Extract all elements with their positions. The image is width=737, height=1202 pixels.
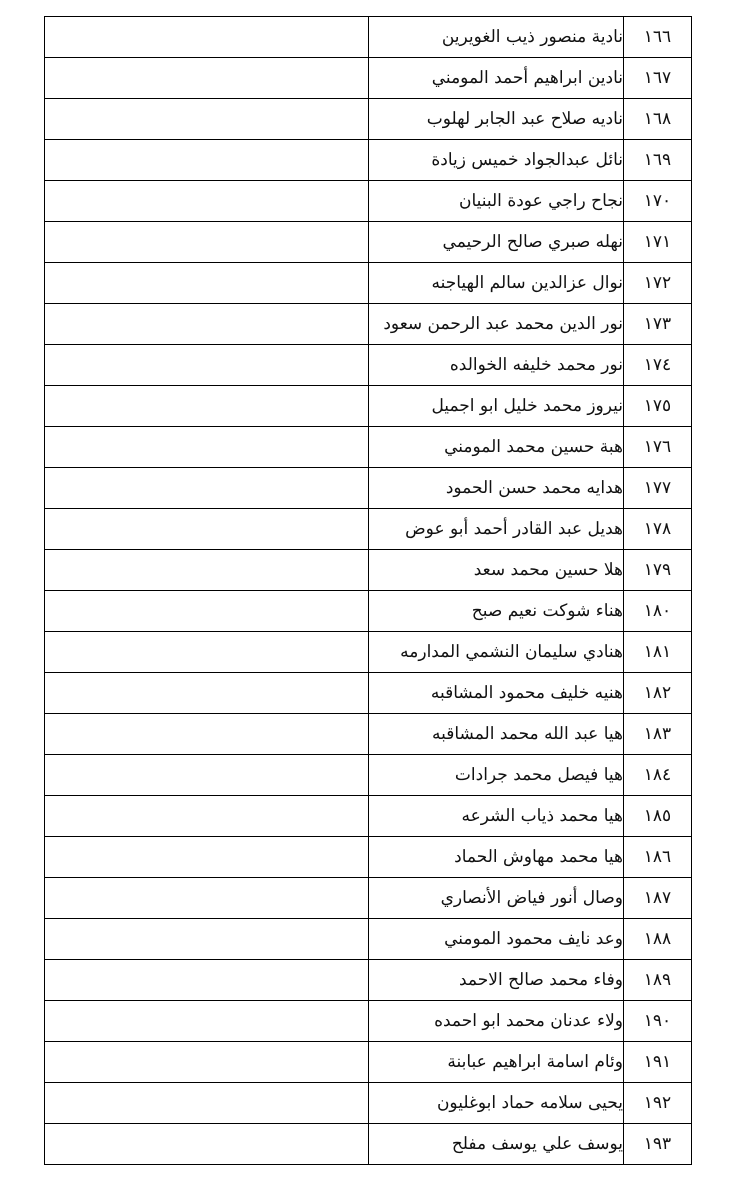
row-blank-cell	[45, 1042, 369, 1083]
table-row	[45, 1083, 692, 1124]
row-name: هيا محمد ذياب الشرعه	[369, 796, 624, 837]
row-number: ١٧٥	[624, 386, 692, 427]
row-blank-cell	[45, 181, 369, 222]
table-row	[45, 878, 692, 919]
row-number: ١٧٦	[624, 427, 692, 468]
row-number: ١٧٣	[624, 304, 692, 345]
row-name: هبة حسين محمد المومني	[369, 427, 624, 468]
table-row	[45, 140, 692, 181]
row-blank-cell	[45, 919, 369, 960]
row-name: نور محمد خليفه الخوالده	[369, 345, 624, 386]
table-row	[45, 714, 692, 755]
row-blank-cell	[45, 304, 369, 345]
row-name: ولاء عدنان محمد ابو احمده	[369, 1001, 624, 1042]
row-blank-cell	[45, 17, 369, 58]
row-number: ١٧٨	[624, 509, 692, 550]
row-number: ١٧٩	[624, 550, 692, 591]
table-row	[45, 386, 692, 427]
names-document	[44, 16, 692, 1165]
table-row	[45, 427, 692, 468]
table-row	[45, 58, 692, 99]
row-name: هنادي سليمان النشمي المدارمه	[369, 632, 624, 673]
row-number: ١٧٠	[624, 181, 692, 222]
table-row	[45, 1042, 692, 1083]
row-number: ١٨٧	[624, 878, 692, 919]
table-row	[45, 345, 692, 386]
table-row	[45, 99, 692, 140]
row-number: ١٦٨	[624, 99, 692, 140]
row-blank-cell	[45, 1083, 369, 1124]
table-row	[45, 263, 692, 304]
row-blank-cell	[45, 878, 369, 919]
row-number: ١٨٣	[624, 714, 692, 755]
table-row	[45, 304, 692, 345]
row-name: نوال عزالدين سالم الهياجنه	[369, 263, 624, 304]
row-blank-cell	[45, 796, 369, 837]
row-blank-cell	[45, 714, 369, 755]
row-number: ١٨٥	[624, 796, 692, 837]
row-name: هلا حسين محمد سعد	[369, 550, 624, 591]
table-row	[45, 796, 692, 837]
row-blank-cell	[45, 960, 369, 1001]
row-blank-cell	[45, 140, 369, 181]
row-blank-cell	[45, 632, 369, 673]
row-name: هدايه محمد حسن الحمود	[369, 468, 624, 509]
table-row	[45, 222, 692, 263]
table-row	[45, 632, 692, 673]
row-name: هيا فيصل محمد جرادات	[369, 755, 624, 796]
table-row	[45, 960, 692, 1001]
row-blank-cell	[45, 58, 369, 99]
row-number: ١٧١	[624, 222, 692, 263]
row-number: ١٨٦	[624, 837, 692, 878]
row-blank-cell	[45, 837, 369, 878]
row-blank-cell	[45, 509, 369, 550]
row-number: ١٧٧	[624, 468, 692, 509]
table-row	[45, 673, 692, 714]
table-row	[45, 837, 692, 878]
table-row	[45, 181, 692, 222]
table-row	[45, 17, 692, 58]
row-name: هديل عبد القادر أحمد أبو عوض	[369, 509, 624, 550]
row-blank-cell	[45, 263, 369, 304]
row-name: ناديه صلاح عبد الجابر لهلوب	[369, 99, 624, 140]
table-row	[45, 1001, 692, 1042]
row-number: ١٦٦	[624, 17, 692, 58]
row-name: نور الدين محمد عبد الرحمن سعود	[369, 304, 624, 345]
row-name: نادين ابراهيم أحمد المومني	[369, 58, 624, 99]
row-blank-cell	[45, 345, 369, 386]
table-row	[45, 919, 692, 960]
row-number: ١٩٠	[624, 1001, 692, 1042]
row-number: ١٨٤	[624, 755, 692, 796]
row-name: نجاح راجي عودة البنيان	[369, 181, 624, 222]
row-blank-cell	[45, 222, 369, 263]
row-number: ١٨٩	[624, 960, 692, 1001]
row-blank-cell	[45, 591, 369, 632]
row-number: ١٨٢	[624, 673, 692, 714]
row-name: نيروز محمد خليل ابو اجميل	[369, 386, 624, 427]
row-number: ١٧٢	[624, 263, 692, 304]
row-number: ١٩١	[624, 1042, 692, 1083]
table-row	[45, 509, 692, 550]
names-table	[44, 16, 692, 1165]
row-name: وفاء محمد صالح الاحمد	[369, 960, 624, 1001]
row-number: ١٨٨	[624, 919, 692, 960]
row-blank-cell	[45, 1001, 369, 1042]
row-blank-cell	[45, 427, 369, 468]
row-blank-cell	[45, 673, 369, 714]
table-row	[45, 755, 692, 796]
row-blank-cell	[45, 99, 369, 140]
row-number: ١٨٠	[624, 591, 692, 632]
row-blank-cell	[45, 550, 369, 591]
row-number: ١٨١	[624, 632, 692, 673]
row-name: وصال أنور فياض الأنصاري	[369, 878, 624, 919]
row-name: هنيه خليف محمود المشاقبه	[369, 673, 624, 714]
table-row	[45, 468, 692, 509]
row-name: هيا محمد مهاوش الحماد	[369, 837, 624, 878]
row-name: نائل عبدالجواد خميس زيادة	[369, 140, 624, 181]
row-name: هيا عبد الله محمد المشاقبه	[369, 714, 624, 755]
table-row	[45, 550, 692, 591]
row-number: ١٦٧	[624, 58, 692, 99]
names-table-body	[45, 17, 692, 1165]
row-blank-cell	[45, 468, 369, 509]
row-number: ١٦٩	[624, 140, 692, 181]
table-row	[45, 591, 692, 632]
row-name: يوسف علي يوسف مفلح	[369, 1124, 624, 1165]
row-blank-cell	[45, 1124, 369, 1165]
row-name: نادية منصور ذيب الغويرين	[369, 17, 624, 58]
row-name: يحيى سلامه حماد ابوغليون	[369, 1083, 624, 1124]
row-number: ١٧٤	[624, 345, 692, 386]
row-number: ١٩٢	[624, 1083, 692, 1124]
row-name: وئام اسامة ابراهيم عبابنة	[369, 1042, 624, 1083]
table-row	[45, 1124, 692, 1165]
row-number: ١٩٣	[624, 1124, 692, 1165]
row-blank-cell	[45, 755, 369, 796]
row-name: وعد نايف محمود المومني	[369, 919, 624, 960]
row-name: هناء شوكت نعيم صبح	[369, 591, 624, 632]
row-blank-cell	[45, 386, 369, 427]
row-name: نهله صبري صالح الرحيمي	[369, 222, 624, 263]
